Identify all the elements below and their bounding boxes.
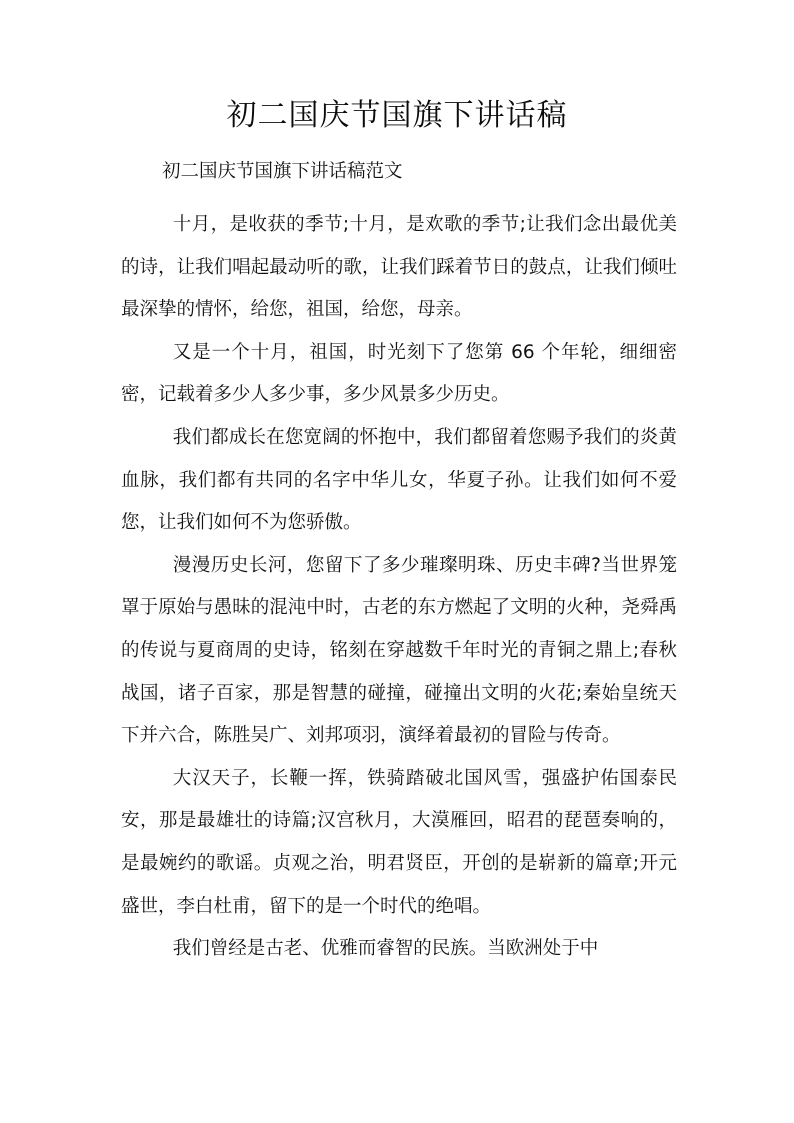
paragraph-3: 我们都成长在您宽阔的怀抱中，我们都留着您赐予我们的炎黄血脉，我们都有共同的名字中华儿女，华夏子孙。让我们如何不爱您，让我们如何不为您骄傲。 (121, 426, 677, 534)
document-title: 初二国庆节国旗下讲话稿 (226, 98, 568, 133)
paragraph-4: 漫漫历史长河，您留下了多少璀璨明珠、历史丰碑?当世界笼罩于原始与愚昧的混沌中时，古老的东方燃起了文明的火种，尧舜禹的传说与夏商周的史诗，铭刻在穿越数千年时光的青铜之鼎上;春秋战国，诸子百家，那是智慧的碰撞，碰撞出文明的火花;秦始皇统天下并六合，陈胜吴广、刘邦项羽，演绎着最初的冒险与传奇。 (121, 554, 677, 747)
paragraph-1: 十月，是收获的季节;十月，是欢歌的季节;让我们念出最优美的诗，让我们唱起最动听的歌，让我们踩着节日的鼓点，让我们倾吐最深挚的情怀，给您，祖国，给您，母亲。 (121, 214, 677, 321)
document-subtitle: 初二国庆节国旗下讲话稿范文 (162, 161, 403, 182)
document-body (121, 204, 677, 971)
paragraph-2: 又是一个十月，祖国，时光刻下了您第 66 个年轮，细细密密，记载着多少人多少事，多少风景多少历史。 (121, 341, 677, 406)
paragraph-5: 大汉天子，长鞭一挥，铁骑踏破北国风雪，强盛护佑国泰民安，那是最雄壮的诗篇;汉宫秋月，大漠雁回，昭君的琵琶奏响的，是最婉约的歌谣。贞观之治，明君贤臣，开创的是崭新的篇章;开元盛世，李白杜甫，留下的是一个时代的绝唱。 (121, 767, 677, 917)
paragraph-6: 我们曾经是古老、优雅而睿智的民族。当欧洲处于中 (172, 938, 599, 960)
